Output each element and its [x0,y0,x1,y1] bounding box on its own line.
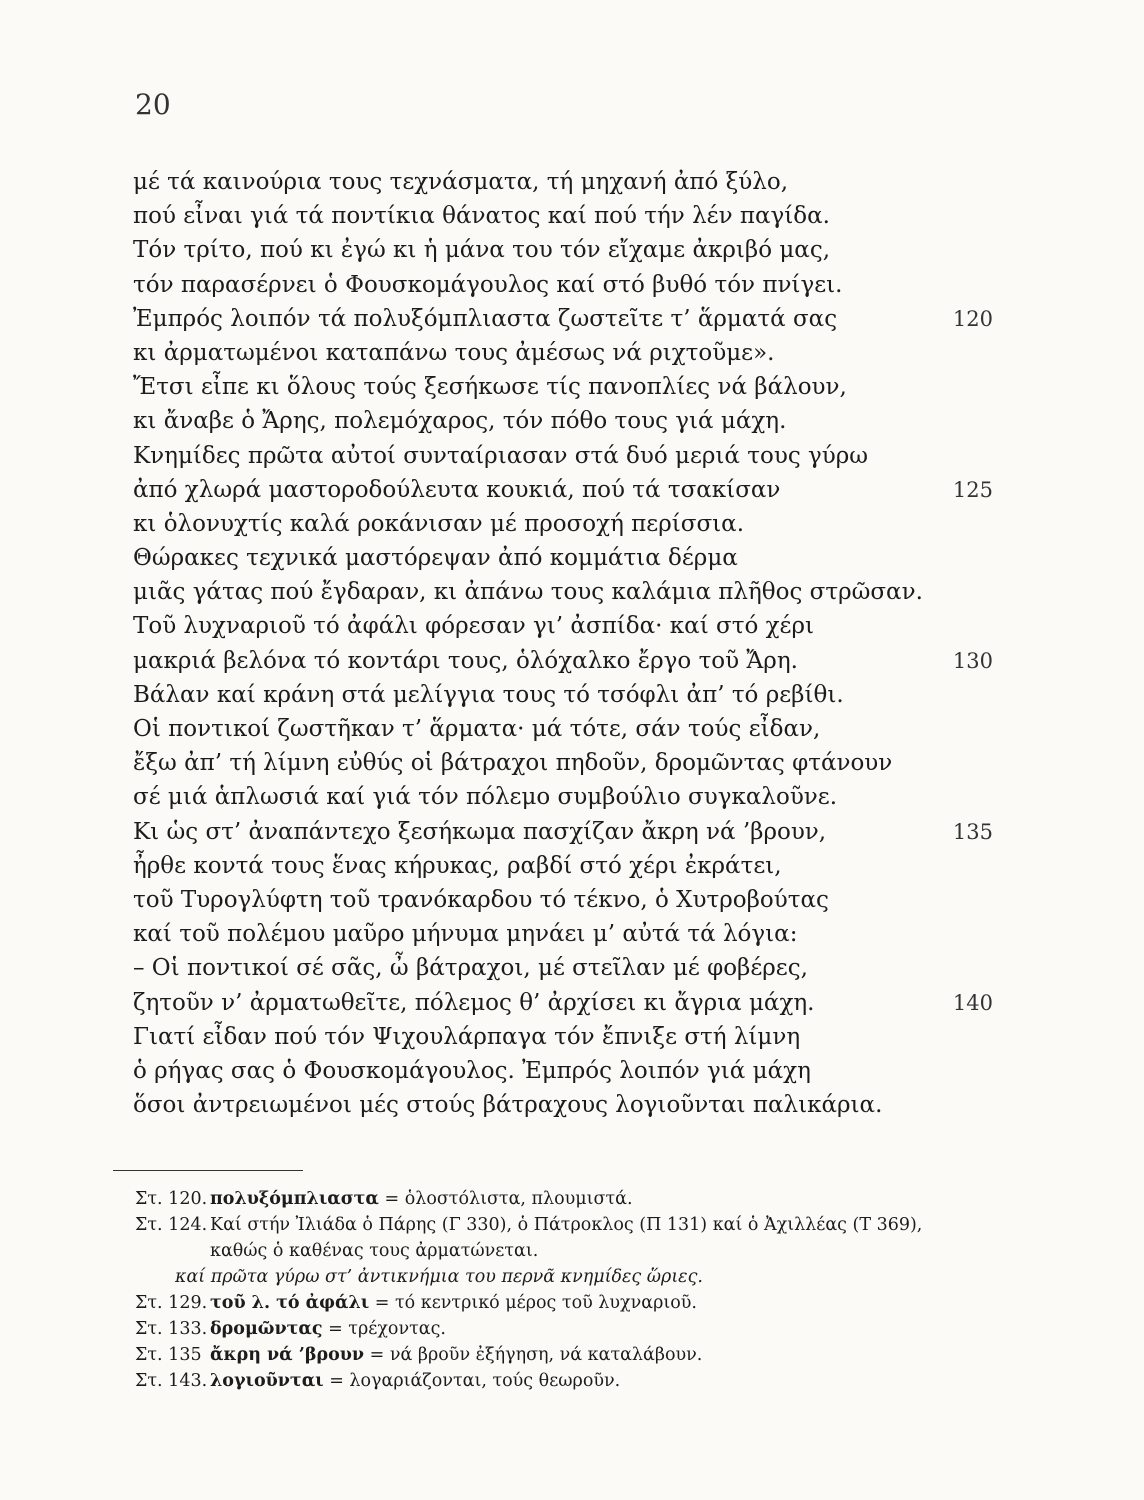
verse-text: Ἔτσι εἶπε κι ὅλους τούς ξεσήκωσε τίς πανοπλίες νά βάλουν, [133,374,847,401]
footnote-text: = λογαριάζονται, τούς θεωροῦν. [323,1371,621,1391]
verse-line [133,439,993,473]
footnote-term: τοῦ λ. τό ἀφάλι [210,1293,370,1313]
footnote-ref: Στ. 120. [135,1189,208,1209]
verse-line [133,165,993,199]
verse-line [133,302,993,336]
verse-line [133,951,993,985]
verse-line [133,404,993,438]
verse-text: μακριά βελόνα τό κοντάρι τους, ὁλόχαλκο ἔργο τοῦ Ἄρη. [133,647,798,674]
footnote-text: = τρέχοντας. [322,1319,446,1339]
verse-text: ἔξω ἀπ’ τή λίμνη εὐθύς οἱ βάτραχοι πηδοῦν, δρομῶντας φτάνουν [133,750,893,777]
page-number: 20 [135,88,171,121]
footnote-term: λογιοῦνται [210,1371,324,1391]
footnote-ref: Στ. 133. [135,1319,208,1339]
verse-line [133,849,993,883]
verse-text: ἦρθε κοντά τους ἕνας κήρυκας, ραβδί στό χέρι ἐκράτει, [133,852,782,879]
verse-text: Γιατί εἶδαν πού τόν Ψιχουλάρπαγα τόν ἔπνιξε στή λίμνη [133,1023,801,1050]
line-number: 140 [952,990,993,1015]
verse-line [133,233,993,267]
line-number: 130 [952,648,993,673]
verse-line [133,370,993,404]
verse-text: Οἱ ποντικοί ζωστῆκαν τ’ ἅρματα· μά τότε, σάν τούς εἶδαν, [133,716,821,742]
verse-line [133,712,993,746]
footnote [135,1290,965,1316]
line-number: 120 [952,306,993,331]
footnote [135,1368,965,1394]
verse-text: κι ὁλονυχτίς καλά ροκάνισαν μέ προσοχή περίσσια. [133,510,745,537]
footnote-ref: Στ. 129. [135,1293,208,1313]
footnote-ref: Στ. 135 [135,1345,202,1365]
verse-line [133,1054,993,1088]
verse-text: Θώρακες τεχνικά μαστόρεψαν ἀπό κομμάτια δέρμα [133,545,738,572]
footnote-quote [135,1264,965,1290]
footnote-term: πολυξόμπλιαστα [210,1189,379,1209]
verse-line [133,541,993,575]
verse-text: τόν παρασέρνει ὁ Φουσκομάγουλος καί στό βυθό τόν πνίγει. [133,271,843,298]
footnote-text: Καί στήν Ἰλιάδα ὁ Πάρης (Γ 330), ὁ Πάτροκλος (Π 131) καί ὁ Ἀχιλλέας (Τ 369), καθώς ὁ καθένας τους ἀρματώνεται. [210,1215,923,1261]
verse-text: μιᾶς γάτας πού ἔγδαραν, κι ἀπάνω τους καλάμια πλῆθος στρῶσαν. [133,579,923,606]
verse-line [133,986,993,1020]
verse-text: καί τοῦ πολέμου μαῦρο μήνυμα μηνάει μ’ αὐτά τά λόγια: [133,921,798,948]
verse-text: κι ἄναβε ὁ Ἄρης, πολεμόχαρος, τόν πόθο τους γιά μάχη. [133,408,787,435]
verse-text: ὅσοι ἀντρειωμένοι μές στούς βάτραχους λογιοῦνται παλικάρια. [133,1092,883,1119]
verse-text: ἀπό χλωρά μαστοροδούλευτα κουκιά, πού τά τσακίσαν [133,476,781,503]
verse-text: – Οἱ ποντικοί σέ σᾶς, ὦ βάτραχοι, μέ στεῖλαν μέ φοβέρες, [133,955,808,982]
verse-text: πού εἶναι γιά τά ποντίκια θάνατος καί πού τήν λέν παγίδα. [133,203,830,230]
verse-text: Βάλαν καί κράνη στά μελίγγια τους τό τσόφλι ἀπ’ τό ρεβίθι. [133,681,844,708]
footnote-text: = νά βροῦν ἐξήγηση, νά καταλάβουν. [364,1345,703,1365]
verse-text: Τόν τρίτο, πού κι ἐγώ κι ἡ μάνα του τόν εἴχαμε ἀκριβό μας, [133,237,831,264]
footnote [135,1212,965,1264]
verse-line [133,883,993,917]
verse-line [133,746,993,780]
verse-text: τοῦ Τυρογλύφτη τοῦ τρανόκαρδου τό τέκνο, ὁ Χυτροβούτας [133,886,829,913]
verse-line [133,678,993,712]
line-number: 125 [952,477,993,502]
footnote-text: καί πρῶτα γύρω στ’ ἀντικνήμια του περνᾶ κνημίδες ὥριες. [175,1267,703,1287]
footnote-term: δρομῶντας [210,1319,323,1339]
verse-line [133,1088,993,1122]
footnote-text: = ὁλοστόλιστα, πλουμιστά. [378,1189,633,1209]
verse-line [133,917,993,951]
footnote-divider [113,1170,303,1171]
verse-line [133,336,993,370]
verse-line [133,609,993,643]
verse-line [133,780,993,814]
footnote-ref: Στ. 143. [135,1371,208,1391]
verse-text: μέ τά καινούρια τους τεχνάσματα, τή μηχανή ἀπό ξύλο, [133,169,789,195]
verse-text: σέ μιά ἁπλωσιά καί γιά τόν πόλεμο συμβούλιο συγκαλοῦνε. [133,784,838,811]
verse-line [133,473,993,507]
verse-text: Ἐμπρός λοιπόν τά πολυξόμπλιαστα ζωστεῖτε τ’ ἅρματά σας [133,305,838,332]
footnote-text: = τό κεντρικό μέρος τοῦ λυχναριοῦ. [369,1293,697,1313]
footnote [135,1342,965,1368]
verse-line [133,507,993,541]
verse-text: ὁ ρήγας σας ὁ Φουσκομάγουλος. Ἐμπρός λοιπόν γιά μάχη [133,1057,811,1084]
verse-text: Κι ὡς στ’ ἀναπάντεχο ξεσήκωμα πασχίζαν ἄκρη νά ’βρουν, [133,818,827,845]
poem-text [133,165,993,1122]
verse-line [133,644,993,678]
line-number: 135 [952,819,993,844]
footnote-term: ἄκρη νά ’βρουν [210,1345,365,1365]
verse-line [133,1020,993,1054]
verse-text: Τοῦ λυχναριοῦ τό ἀφάλι φόρεσαν γι’ ἀσπίδα· καί στό χέρι [133,613,815,640]
verse-line [133,575,993,609]
verse-text: Κνημίδες πρῶτα αὐτοί συνταίριασαν στά δυό μεριά τους γύρω [133,442,869,469]
verse-line [133,199,993,233]
footnote [135,1186,965,1212]
footnote-ref: Στ. 124. [135,1215,208,1235]
verse-line [133,268,993,302]
verse-line [133,815,993,849]
footnotes [135,1186,965,1394]
footnote [135,1316,965,1342]
verse-text: ζητοῦν ν’ ἀρματωθεῖτε, πόλεμος θ’ ἀρχίσει κι ἄγρια μάχη. [133,989,815,1016]
verse-text: κι ἀρματωμένοι καταπάνω τους ἀμέσως νά ριχτοῦμε». [133,339,775,366]
